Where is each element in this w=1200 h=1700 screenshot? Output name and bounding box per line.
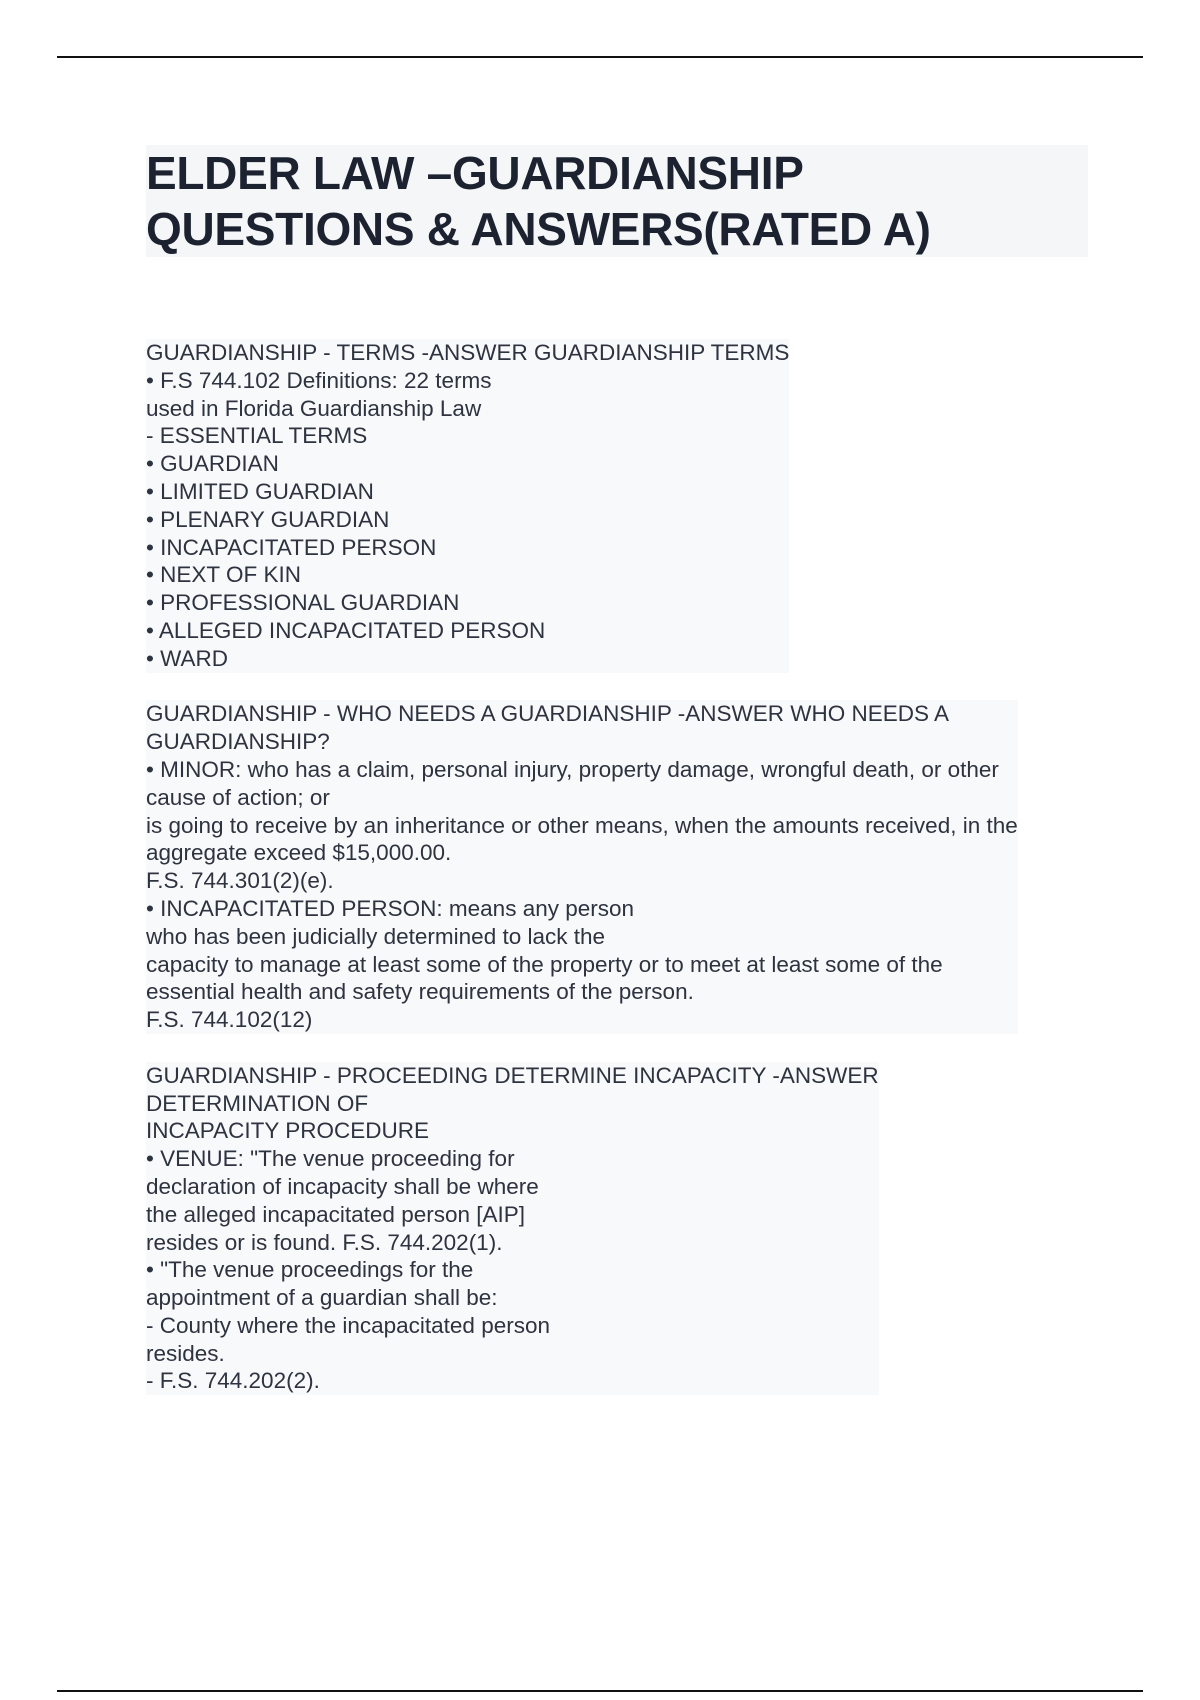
- section-line: who has been judicially determined to lack the: [146, 923, 606, 949]
- section-line: • LIMITED GUARDIAN: [146, 478, 374, 504]
- qa-section-terms: [146, 339, 789, 673]
- section-line: • WARD: [146, 645, 229, 671]
- section-line: appointment of a guardian shall be:: [146, 1285, 498, 1311]
- section-line: • GUARDIAN: [146, 451, 279, 477]
- section-line: - ESSENTIAL TERMS: [146, 423, 368, 449]
- section-line: • "The venue proceedings for the: [146, 1257, 474, 1283]
- section-line: • MINOR: who has a claim, personal injury, property damage, wrongful death, or other: [146, 756, 999, 782]
- section-line: aggregate exceed $15,000.00.: [146, 840, 452, 866]
- section-line: declaration of incapacity shall be where: [146, 1173, 539, 1199]
- section-heading: GUARDIANSHIP - PROCEEDING DETERMINE INCAPACITY -ANSWER: [146, 1062, 879, 1088]
- section-line: is going to receive by an inheritance or other means, when the amounts received, in the: [146, 812, 1018, 838]
- bottom-rule: [57, 1690, 1143, 1692]
- section-line: • PROFESSIONAL GUARDIAN: [146, 590, 460, 616]
- section-line: - F.S. 744.202(2).: [146, 1368, 320, 1394]
- section-line: • VENUE: "The venue proceeding for: [146, 1146, 515, 1172]
- section-line: • INCAPACITATED PERSON: [146, 534, 437, 560]
- section-line: • INCAPACITATED PERSON: means any person: [146, 895, 635, 921]
- title-line-2: QUESTIONS & ANSWERS(RATED A): [146, 203, 931, 255]
- section-heading: GUARDIANSHIP?: [146, 729, 330, 755]
- section-line: used in Florida Guardianship Law: [146, 395, 482, 421]
- document-title: [146, 145, 1088, 257]
- section-heading: GUARDIANSHIP - WHO NEEDS A GUARDIANSHIP -ANSWER WHO NEEDS A: [146, 701, 950, 727]
- section-spacer: [146, 673, 1096, 701]
- section-heading: GUARDIANSHIP - TERMS -ANSWER GUARDIANSHIP TERMS: [146, 340, 790, 365]
- qa-section-who-needs: [146, 700, 1018, 1034]
- top-rule: [57, 56, 1143, 58]
- section-line: resides or is found. F.S. 744.202(1).: [146, 1229, 503, 1255]
- section-spacer: [146, 1034, 1096, 1062]
- section-line: - County where the incapacitated person: [146, 1312, 550, 1338]
- section-line: • F.S 744.102 Definitions: 22 terms: [146, 367, 492, 393]
- section-line: • NEXT OF KIN: [146, 562, 301, 588]
- section-heading: DETERMINATION OF: [146, 1090, 369, 1116]
- section-line: F.S. 744.102(12): [146, 1007, 313, 1033]
- qa-section-incapacity-proceeding: [146, 1062, 879, 1396]
- section-line: F.S. 744.301(2)(e).: [146, 868, 334, 894]
- section-line: cause of action; or: [146, 784, 330, 810]
- section-line: capacity to manage at least some of the property or to meet at least some of the: [146, 951, 943, 977]
- section-line: essential health and safety requirements of the person.: [146, 979, 694, 1005]
- section-line: the alleged incapacitated person [AIP]: [146, 1201, 526, 1227]
- section-line: resides.: [146, 1340, 225, 1366]
- document-body: [146, 339, 1096, 1395]
- section-line: • ALLEGED INCAPACITATED PERSON: [146, 617, 546, 643]
- section-line: INCAPACITY PROCEDURE: [146, 1118, 429, 1144]
- title-line-1: ELDER LAW –GUARDIANSHIP: [146, 147, 804, 199]
- section-line: • PLENARY GUARDIAN: [146, 506, 390, 532]
